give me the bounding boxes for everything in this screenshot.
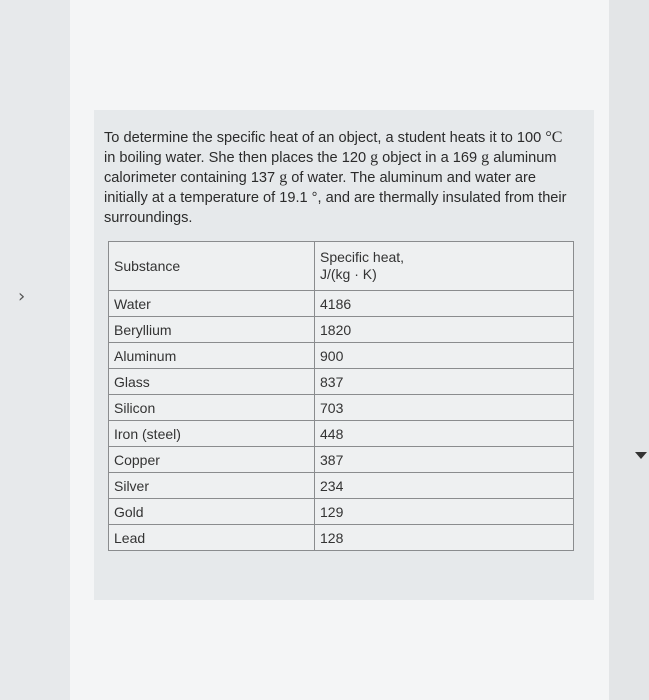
value-cell: 703 (315, 395, 574, 421)
value-cell: 1820 (315, 317, 574, 343)
substance-cell: Glass (109, 369, 315, 395)
problem-text-part: aluminum calorimeter containing 137 (104, 150, 557, 186)
table-header-row (109, 242, 574, 291)
unit-gram: g (370, 149, 379, 166)
table-row (109, 473, 574, 499)
table-row (109, 499, 574, 525)
substance-cell: Iron (steel) (109, 421, 315, 447)
value-cell: 128 (315, 525, 574, 551)
table-row (109, 343, 574, 369)
table-row (109, 317, 574, 343)
value-cell: 448 (315, 421, 574, 447)
table-row (109, 447, 574, 473)
problem-text-part: of water. The aluminum and water are initially at a temperature of 19.1 °, and are thermally insulated from their surroundings. (104, 170, 567, 226)
substance-cell: Water (109, 291, 315, 317)
specific-heat-header (315, 242, 574, 291)
problem-statement (104, 128, 574, 228)
table-row (109, 421, 574, 447)
unit-gram: g (481, 149, 490, 166)
problem-text-part: To determine the specific heat of an object, a student heats it to 100 (104, 130, 542, 146)
value-cell: 129 (315, 499, 574, 525)
left-margin (0, 0, 70, 700)
substance-cell: Silicon (109, 395, 315, 421)
table-row (109, 369, 574, 395)
value-cell: 387 (315, 447, 574, 473)
table-row (109, 291, 574, 317)
unit-degree-celsius: °C (545, 129, 563, 146)
table-row (109, 395, 574, 421)
value-cell: 4186 (315, 291, 574, 317)
value-cell: 900 (315, 343, 574, 369)
substance-cell: Copper (109, 447, 315, 473)
specific-heat-label: Specific heat, (320, 249, 405, 265)
caret-down-icon[interactable] (635, 452, 647, 459)
specific-heat-unit: J/(kg · K) (320, 266, 377, 282)
substance-cell: Gold (109, 499, 315, 525)
substance-header: Substance (109, 242, 315, 291)
substance-cell: Silver (109, 473, 315, 499)
problem-text-part: in boiling water. She then places the 120 (104, 150, 371, 166)
chevron-right-icon[interactable]: › (18, 286, 26, 307)
table-row (109, 525, 574, 551)
substance-cell: Beryllium (109, 317, 315, 343)
value-cell: 234 (315, 473, 574, 499)
substance-cell: Lead (109, 525, 315, 551)
value-cell: 837 (315, 369, 574, 395)
unit-gram: g (279, 169, 288, 186)
right-margin (608, 0, 649, 700)
specific-heat-table (108, 241, 574, 551)
substance-cell: Aluminum (109, 343, 315, 369)
problem-text-part: object in a 169 (378, 150, 482, 166)
